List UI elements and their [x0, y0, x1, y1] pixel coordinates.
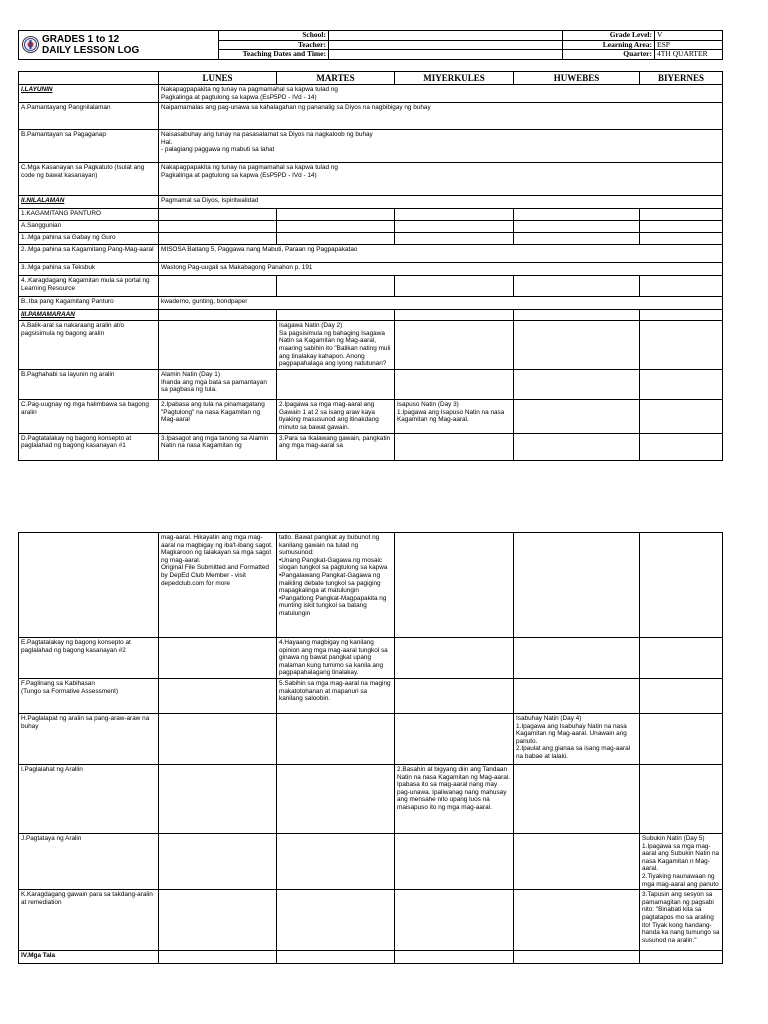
day-cell: [395, 221, 514, 233]
row-content: Nakapagpapakita ng tunay na pagmamahal sa kapwa tulad ng Pagkalinga at pagtulong sa kapwa (EsP5PD - IVd - 14): [159, 163, 723, 196]
day-cell: [395, 638, 514, 679]
day-cell: [395, 370, 514, 400]
row-label: A.Balik-aral sa nakaraang aralin at/o pagsisimula ng bagong aralin: [19, 321, 159, 370]
day-cell: [640, 310, 723, 321]
day-cell: [159, 321, 277, 370]
teaching-dates-field: [329, 50, 563, 60]
row-label: B.Paghahabi sa layunin ng aralin: [19, 370, 159, 400]
day-cell: [277, 209, 395, 221]
day-cell: [277, 951, 395, 964]
lesson-row: [19, 103, 723, 130]
day-cell: [514, 321, 640, 370]
row-label: J.Pagtataya ng Aralin: [19, 834, 159, 890]
row-label: E.Pagtatalakay ng bagong konsepto at paglalahad ng bagong kasanayan #2: [19, 638, 159, 679]
row-content: MISOSA Baitang 5, Paggawa nang Mabuti, Paraan ng Pagpapakatao: [159, 245, 723, 263]
form-title-line2: DAILY LESSON LOG: [42, 44, 140, 56]
school-label: School:: [219, 31, 329, 41]
day-cell: [395, 276, 514, 297]
day-cell: [514, 890, 640, 951]
day-cell: [159, 276, 277, 297]
lesson-row: [19, 130, 723, 163]
day-cell: 2.Basahin at bigyang diin ang Tandaan Natin na nasa Kagamitan ng Mag-aaral. Ipabasa ito sa mag-aaral nang may pag-unawa. Ipaliwanag nang mahusay ang mensahe nito upang luos na maisapuso ito ng mga mag-aaral.: [395, 765, 514, 834]
lesson-row: [19, 714, 723, 765]
day-cell: [514, 370, 640, 400]
lesson-row: [19, 638, 723, 679]
day-cell: [159, 714, 277, 765]
day-cell: 5.Sabihin sa mga mag-aaral na maging makatotohanan at mapanuri sa kanilang saloobin.: [277, 679, 395, 714]
lesson-row: [19, 321, 723, 370]
day-header: HUWEBES: [514, 72, 640, 85]
day-header: MIYERKULES: [395, 72, 514, 85]
day-cell: [395, 209, 514, 221]
row-content: kwaderno, gunting, bondpaper: [159, 297, 723, 310]
row-label: 1..Mga pahina sa Gabay ng Guro: [19, 233, 159, 245]
row-label: 2..Mga pahina sa Kagamitang Pang-Mag-aaral: [19, 245, 159, 263]
row-label: 4..Karagdagang Kagamitan mula sa portal ng Learning Resource: [19, 276, 159, 297]
lesson-log-header: [18, 30, 722, 60]
row-label: III.PAMAMARAAN: [19, 310, 159, 321]
lesson-row: [19, 263, 723, 276]
row-label: 3..Mga pahina sa Teksbuk: [19, 263, 159, 276]
quarter-value: 4TH QUARTER: [655, 50, 723, 60]
day-cell: [395, 951, 514, 964]
day-cell: [640, 533, 723, 638]
day-cell: mag-aaral. Hikayatin ang mga mag-aaral na magbigay ng iba't-ibang sagot. Magkaroon ng talakayan sa mga sagot ng mag-aaral. Original File Submitted and Formatted by DepEd Club Member - visit depedclub.com for more: [159, 533, 277, 638]
day-cell: [395, 433, 514, 460]
lesson-row: [19, 209, 723, 221]
day-cell: [514, 679, 640, 714]
lesson-table-continued: [18, 532, 723, 964]
row-label: I.LAYUNIN: [19, 85, 159, 103]
day-cell: [395, 714, 514, 765]
row-content: Nakapagpapakita ng tunay na pagmamahal sa kapwa tulad ng Pagkalinga at pagtulong sa kapwa (EsP5PD - IVd - 14): [159, 85, 723, 103]
day-cell: [640, 951, 723, 964]
lesson-row: [19, 310, 723, 321]
deped-seal-icon: [22, 36, 39, 53]
day-cell: 4.Hayaang magbigay ng kanilang opinion ang mga mag-aaral tungkol sa ginawa ng bawat pangkat upang malaman kung tumimo sa kanila ang pagpapahalagang tinalakay.: [277, 638, 395, 679]
day-cell: [159, 834, 277, 890]
day-cell: [277, 221, 395, 233]
lesson-row: [19, 221, 723, 233]
grade-level-value: V: [655, 31, 723, 41]
day-cell: [395, 233, 514, 245]
day-cell: [277, 765, 395, 834]
day-cell: [640, 370, 723, 400]
day-cell: [395, 679, 514, 714]
day-header: MARTES: [277, 72, 395, 85]
day-cell: 2.Ipagawa sa mga mag-aaral ang Gawain 1 at 2 sa isang araw kaya tiyaking masusunod ang itinakdang minuto sa bawat gawain.: [277, 400, 395, 433]
day-header: LUNES: [159, 72, 277, 85]
day-cell: [277, 276, 395, 297]
day-cell: 3.Para sa Ikalawang gawain, pangkatin ang mga mag-aaral sa: [277, 433, 395, 460]
row-content: Naisasabuhay ang tunay na pasasalamat sa Diyos na nagkaloob ng buhay Hal. - palagiang paggawa ng mabuti sa lahat: [159, 130, 723, 163]
row-content: Naipamamalas ang pag-unawa sa kahalagahan ng pananalig sa Diyos na nagbibigay ng buhay: [159, 103, 723, 130]
day-cell: Isagawa Natin (Day 2) Sa pagsisimula ng bahaging Isagawa Natin sa Kagamitan ng Mag-aaral, maaring sabihin ito "Balikan nating muli ang tinalakay kahapon. Anong pagpapahalaga ang iyong natutunan?: [277, 321, 395, 370]
day-cell: [514, 433, 640, 460]
lesson-row: [19, 400, 723, 433]
day-cell: [159, 209, 277, 221]
row-label: H.Paglalapat ng aralin sa pang-araw-araw na buhay: [19, 714, 159, 765]
day-cell: [395, 533, 514, 638]
day-cell: [514, 951, 640, 964]
lesson-row: [19, 951, 723, 964]
teacher-label: Teacher:: [219, 40, 329, 50]
row-label: B..Iba pang Kagamitang Panturo: [19, 297, 159, 310]
day-cell: [640, 433, 723, 460]
day-cell: 3.Tapusin ang sesyon sa pamamagitan ng pagsabi nito: "Binabati kita sa pagtatapos mo sa araling ito! Tiyak kong handang-handa ka nang tumungo sa susunod na aralin.": [640, 890, 723, 951]
row-label: B.Pamantayan sa Pagaganap: [19, 130, 159, 163]
day-cell: [640, 209, 723, 221]
day-cell: Isapuso Natin (Day 3) 1.Ipagawa ang Isapuso Natin na nasa Kagamitan ng Mag-aaral.: [395, 400, 514, 433]
day-cell: [159, 890, 277, 951]
teaching-dates-label: Teaching Dates and Time:: [219, 50, 329, 60]
day-cell: [277, 370, 395, 400]
day-cell: [277, 233, 395, 245]
day-cell: [159, 951, 277, 964]
row-label: C.Mga Kasanayan sa Pagkatuto (Isulat ang code ng bawat kasanayan): [19, 163, 159, 196]
day-cell: [277, 890, 395, 951]
day-cell: [640, 679, 723, 714]
day-cell: [640, 714, 723, 765]
day-cell: [514, 276, 640, 297]
day-cell: [159, 765, 277, 834]
day-cell: [640, 321, 723, 370]
row-label: A.Pamantayang Pangnilalaman: [19, 103, 159, 130]
lesson-row: [19, 765, 723, 834]
day-cell: [159, 221, 277, 233]
learning-area-value: ESP: [655, 40, 723, 50]
lesson-table-page1: [18, 71, 722, 461]
title-cell: [19, 31, 219, 60]
day-cell: [640, 400, 723, 433]
quarter-label: Quarter:: [563, 50, 655, 60]
header-table: [18, 30, 723, 60]
day-cell: [159, 679, 277, 714]
lesson-row: [19, 370, 723, 400]
row-label: K.Karagdagang gawain para sa takdang-aralin at remediation: [19, 890, 159, 951]
day-cell: [514, 310, 640, 321]
grade-level-label: Grade Level:: [563, 31, 655, 41]
day-cell: [159, 233, 277, 245]
learning-area-label: Learning Area:: [563, 40, 655, 50]
day-cell: [514, 638, 640, 679]
day-cell: [640, 276, 723, 297]
day-cell: [514, 765, 640, 834]
lesson-row: [19, 834, 723, 890]
lesson-row: [19, 85, 723, 103]
day-cell: [395, 310, 514, 321]
row-label: D.Pagtatalakay ng bagong konsepto at paglalahad ng bagong kasanayan #1: [19, 433, 159, 460]
day-cell: [277, 310, 395, 321]
day-cell: [514, 533, 640, 638]
lesson-row: [19, 233, 723, 245]
day-cell: [514, 400, 640, 433]
lesson-row: [19, 276, 723, 297]
lesson-row: [19, 533, 723, 638]
row-content: Pagmamal sa Diyos, Ispiritwalidad: [159, 196, 723, 209]
day-cell: [514, 834, 640, 890]
day-cell: [395, 834, 514, 890]
row-label: F.Paglinang sa Kabihasan (Tungo sa Formative Assessment): [19, 679, 159, 714]
day-cell: [514, 209, 640, 221]
lesson-row: [19, 433, 723, 460]
day-cell: [277, 834, 395, 890]
teacher-field: [329, 40, 563, 50]
lesson-row: [19, 679, 723, 714]
day-header-row: [19, 72, 723, 85]
day-cell: [640, 233, 723, 245]
row-content: Wastong Pag-uugali sa Makabagong Panahon p. 191: [159, 263, 723, 276]
day-cell: [640, 221, 723, 233]
day-cell: [277, 714, 395, 765]
day-cell: 2.Ipabasa ang tula na pinamagatang "Pagtulong" na nasa Kagamitan ng Mag-aaral: [159, 400, 277, 433]
form-title-line1: GRADES 1 to 12: [42, 33, 120, 45]
row-label: I.Paglalahat ng Arallin: [19, 765, 159, 834]
row-label: [19, 533, 159, 638]
lesson-row: [19, 163, 723, 196]
day-cell: Subukin Natin (Day 5) 1.Ipagawa sa mga mag-aaral ang Subukin Natin na nasa Kagamitan n Mag-aaral. 2.Tiyaking naunawaan ng mga mag-aaral ang panuto: [640, 834, 723, 890]
day-cell: 3.Ipasagot ang mga tanong sa Alamin Natin na nasa Kagamitan ng: [159, 433, 277, 460]
lesson-table-page2: [18, 532, 722, 964]
day-cell: [159, 310, 277, 321]
day-cell: [640, 765, 723, 834]
row-label: A.Sanggunian: [19, 221, 159, 233]
corner-cell: [19, 72, 159, 85]
day-cell: [640, 638, 723, 679]
lesson-row: [19, 297, 723, 310]
lesson-row: [19, 196, 723, 209]
lesson-table: [18, 71, 723, 461]
day-cell: [395, 321, 514, 370]
row-label: C.Pag-uugnay ng mga halimbawa sa bagong aralin: [19, 400, 159, 433]
day-cell: [514, 221, 640, 233]
day-cell: [514, 233, 640, 245]
row-label: 1.KAGAMITANG PANTURO: [19, 209, 159, 221]
day-header: BIYERNES: [640, 72, 723, 85]
school-field: [329, 31, 563, 41]
day-cell: [159, 638, 277, 679]
row-label: II.NILALAMAN: [19, 196, 159, 209]
day-cell: Isabuhay Natin (Day 4) 1.Ipagawa ang Isabuhay Natin na nasa Kagamitan ng Mag-aaral. Unawain ang panuto. 2.Ipaulat ang gianaa sa isang mag-aaral na babae at lalaki.: [514, 714, 640, 765]
day-cell: Alamin Natin (Day 1) Ihanda ang mga bata sa pamantayan sa pagbasa ng tula.: [159, 370, 277, 400]
day-cell: [395, 890, 514, 951]
day-cell: tatlo. Bawat pangkat ay bubunot ng kanilang gawain na tulad ng sumusunod: •Unang Pangkat-Gagawa ng mosaic slogan tungkol sa pagtulong sa kapwa •Pangalawang Pangkat-Gagawa ng maikling debate tungkol sa pagiging mapagkalinga at matulungin •Pangatlong Pangkat-Magpapakita ng munting iskit tungkol sa batang matulungin: [277, 533, 395, 638]
row-label: IV.Mga Tala: [19, 951, 159, 964]
lesson-row: [19, 245, 723, 263]
lesson-row: [19, 890, 723, 951]
